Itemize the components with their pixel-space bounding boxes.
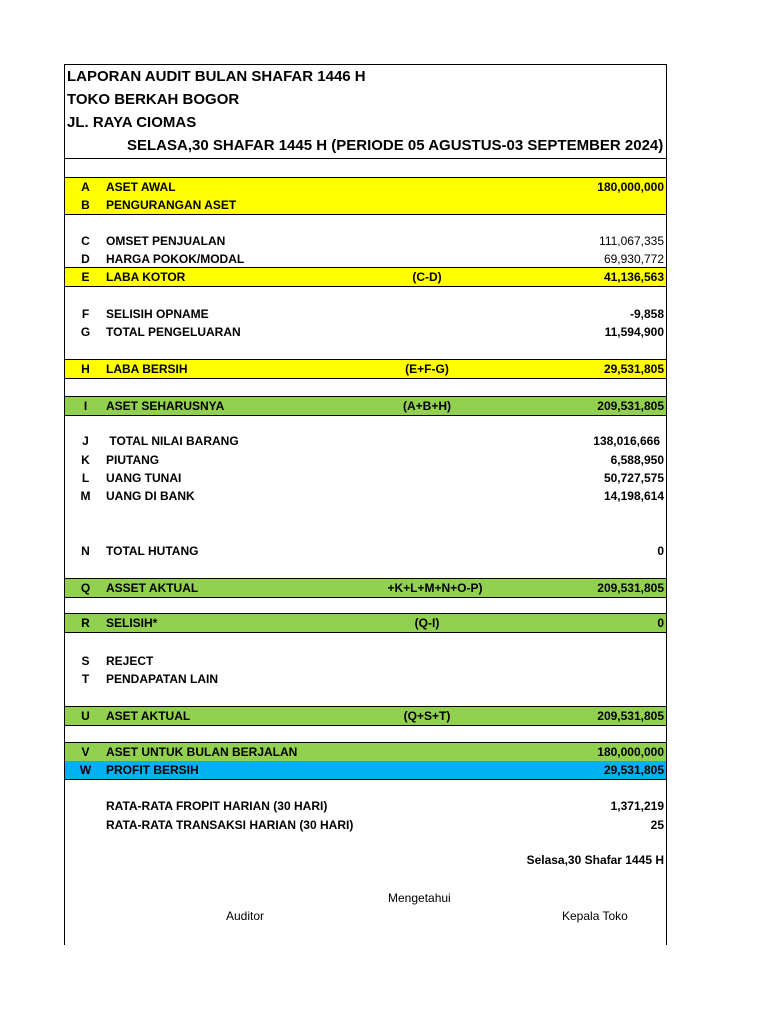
avg-profit-label: RATA-RATA FROPIT HARIAN (30 HARI): [106, 799, 328, 813]
row-formula: (A+B+H): [402, 399, 451, 413]
row-h-laba-bersih: [65, 359, 666, 379]
row-value: 180,000,000: [597, 745, 664, 759]
row-value: 0: [657, 544, 664, 558]
row-code: T: [81, 672, 90, 686]
row-u-aset-aktual: [65, 706, 666, 726]
row-value: 6,588,950: [610, 453, 664, 467]
store-address: JL. RAYA CIOMAS: [67, 114, 197, 131]
row-t-pendapatan-lain: [65, 670, 666, 688]
signature-date: Selasa,30 Shafar 1445 H: [526, 853, 664, 867]
row-value: -9,858: [629, 307, 664, 321]
row-value: 111,067,335: [599, 234, 664, 248]
row-label: SELISIH OPNAME: [106, 307, 209, 321]
row-value: 209,531,805: [597, 399, 664, 413]
auditor-label: Auditor: [226, 909, 265, 923]
row-code: R: [81, 616, 90, 630]
row-code: G: [80, 325, 91, 339]
row-label: LABA KOTOR: [106, 270, 186, 284]
audit-report-sheet: [64, 64, 667, 945]
row-value: 29,531,805: [603, 763, 664, 777]
row-avg-profit: [65, 797, 666, 815]
row-v-aset-bulan-berjalan: [65, 742, 666, 761]
row-value: 69,930,772: [603, 252, 664, 266]
row-value: 180,000,000: [597, 180, 664, 194]
row-value: 209,531,805: [597, 581, 664, 595]
row-code: Q: [80, 581, 91, 595]
row-value: 29,531,805: [603, 362, 664, 376]
row-i-aset-seharusnya: [65, 396, 666, 416]
row-value: 0: [657, 616, 664, 630]
avg-trans-label: RATA-RATA TRANSAKSI HARIAN (30 HARI): [106, 818, 354, 832]
row-f-selisih-opname: [65, 305, 666, 323]
row-label: UANG TUNAI: [106, 471, 182, 485]
row-value: 41,136,563: [603, 270, 664, 284]
row-label: OMSET PENJUALAN: [106, 234, 226, 248]
row-formula: +K+L+M+N+O-P): [387, 581, 483, 595]
report-title: LAPORAN AUDIT BULAN SHAFAR 1446 H: [67, 68, 366, 85]
row-q-asset-aktual: [65, 578, 666, 598]
avg-trans-value: 25: [650, 818, 664, 832]
row-label: PROFIT BERSIH: [106, 763, 199, 777]
row-label: TOTAL HUTANG: [106, 544, 199, 558]
row-b-pengurangan-aset: [65, 196, 666, 215]
row-label: PENDAPATAN LAIN: [106, 672, 218, 686]
row-label: REJECT: [106, 654, 154, 668]
row-code: D: [81, 252, 90, 266]
row-code: U: [81, 709, 90, 723]
row-code: W: [79, 763, 92, 777]
row-code: L: [81, 471, 90, 485]
row-m-uang-di-bank: [65, 487, 666, 505]
row-code: C: [81, 234, 90, 248]
row-label: SELISIH*: [106, 616, 158, 630]
kepala-toko-label: Kepala Toko: [562, 909, 628, 923]
row-r-selisih: [65, 613, 666, 633]
row-label: ASET AKTUAL: [106, 709, 191, 723]
mengetahui-label: Mengetahui: [388, 891, 451, 905]
row-a-aset-awal: [65, 177, 666, 197]
row-formula: (C-D): [412, 270, 442, 284]
row-n-total-hutang: [65, 542, 666, 560]
row-j-total-nilai-barang: [65, 432, 666, 450]
row-code: J: [82, 434, 89, 448]
row-code: N: [81, 544, 90, 558]
report-period: SELASA,30 SHAFAR 1445 H (PERIODE 05 AGUSTUS-03 SEPTEMBER 2024): [127, 137, 664, 154]
row-l-uang-tunai: [65, 469, 666, 487]
row-label: TOTAL PENGELUARAN: [106, 325, 241, 339]
row-formula: (E+F-G): [405, 362, 449, 376]
row-label: TOTAL NILAI BARANG: [106, 434, 239, 448]
row-label: UANG DI BANK: [106, 489, 195, 503]
row-s-reject: [65, 652, 666, 670]
row-k-piutang: [65, 451, 666, 469]
row-g-total-pengeluaran: [65, 323, 666, 341]
row-label: HARGA POKOK/MODAL: [106, 252, 245, 266]
row-code: H: [81, 362, 90, 376]
row-value: 11,594,900: [604, 325, 664, 339]
row-label: PIUTANG: [106, 453, 160, 467]
row-label: ASET UNTUK BULAN BERJALAN: [106, 745, 298, 759]
row-code: I: [83, 399, 88, 413]
row-label: ASSET AKTUAL: [106, 581, 199, 595]
row-code: F: [81, 307, 90, 321]
row-label: LABA BERSIH: [106, 362, 188, 376]
row-label: PENGURANGAN ASET: [106, 198, 237, 212]
row-avg-transactions: [65, 816, 666, 834]
divider: [65, 158, 666, 159]
avg-profit-value: 1,371,219: [610, 799, 664, 813]
row-value: 209,531,805: [597, 709, 664, 723]
row-d-harga-pokok: [65, 250, 666, 268]
row-code: V: [81, 745, 90, 759]
row-w-profit-bersih: [65, 761, 666, 780]
row-code: E: [81, 270, 90, 284]
row-e-laba-kotor: [65, 267, 666, 287]
row-formula: (Q-I): [414, 616, 440, 630]
row-value: 50,727,575: [603, 471, 664, 485]
row-code: A: [81, 180, 90, 194]
row-value: 14,198,614: [603, 489, 664, 503]
row-label: ASET AWAL: [106, 180, 176, 194]
row-code: B: [81, 198, 90, 212]
row-label: ASET SEHARUSNYA: [106, 399, 225, 413]
row-c-omset-penjualan: [65, 232, 666, 250]
row-code: K: [81, 453, 90, 467]
store-name: TOKO BERKAH BOGOR: [67, 91, 240, 108]
row-value: 138,016,666: [593, 434, 660, 448]
row-formula: (Q+S+T): [403, 709, 451, 723]
row-code: M: [80, 489, 91, 503]
row-code: S: [81, 654, 90, 668]
